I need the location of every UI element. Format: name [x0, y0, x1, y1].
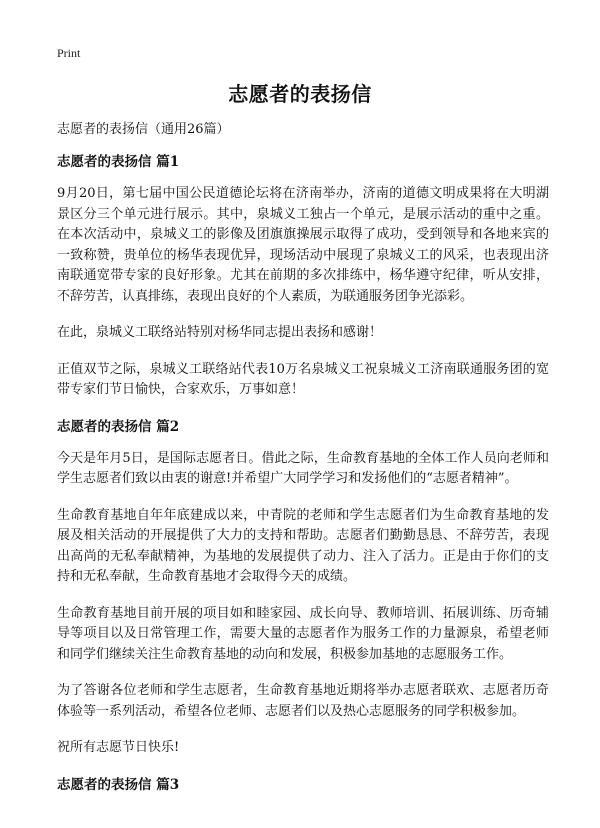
section-2	[57, 417, 549, 759]
section-1	[57, 152, 549, 401]
paragraph: 生命教育基地自年年底建成以来，中青院的老师和学生志愿者们为生命教育基地的发展及相关活动的开展提供了大力的支持和帮助。志愿者们勤勤恳恳、不辞劳苦，表现出高尚的无私奉献精神，为基地的发展提供了动力、注入了活力。正是由于你们的支持和无私奉献，生命教育基地才会取得今天的成绩。	[57, 507, 549, 584]
paragraph: 为了答谢各位老师和学生志愿者，生命教育基地近期将举办志愿者联欢、志愿者历奇体验等一系列活动，希望各位老师、志愿者们以及热心志愿服务的同学积极参加。	[57, 683, 549, 719]
section-heading: 志愿者的表扬信 篇1	[57, 154, 180, 170]
paragraph: 9月20日，第七届中国公民道德论坛将在济南举办，济南的道德文明成果将在大明湖景区分三个单元进行展示。其中，泉城义工独占一个单元，是展示活动的重中之重。在本次活动中，泉城义工的影像及团旗旗操展示取得了成功，受到领导和各地来宾的一致称赞，贵单位的杨华表现优异，现场活动中展现了泉城义工的风采，也表现出济南联通宽带专家的良好形象。尤其在前期的多次排练中，杨华遵守纪律，听从安排，不辞劳苦，认真排练，表现出良好的个人素质，为联通服务团争光添彩。	[57, 186, 549, 304]
paragraph: 今天是年月5日，是国际志愿者日。借此之际，生命教育基地的全体工作人员向老师和学生志愿者们致以由衷的谢意!并希望广大同学学习和发扬他们的“志愿者精神”。	[57, 450, 549, 486]
section-3	[57, 775, 549, 795]
print-link[interactable]: Print	[57, 46, 81, 60]
paragraph: 正值双节之际，泉城义工联络站代表10万名泉城义工祝泉城义工济南联通服务团的宽带专家们节日愉快，合家欢乐，万事如意！	[57, 361, 549, 397]
section-heading: 志愿者的表扬信 篇3	[57, 776, 180, 793]
paragraph: 生命教育基地目前开展的项目如和睦家园、成长向导、教师培训、拓展训练、历奇辅导等项目以及日常管理工作，需要大量的志愿者作为服务工作的力量源泉，希望老师和同学们继续关注生命教育基地的动向和发展，积极参加基地的志愿服务工作。	[57, 605, 549, 662]
document-subtitle: 志愿者的表扬信（通用26篇）	[57, 122, 230, 137]
page-title: 志愿者的表扬信	[228, 82, 372, 106]
document-body	[57, 120, 549, 807]
section-heading: 志愿者的表扬信 篇2	[57, 418, 180, 435]
paragraph: 在此，泉城义工联络站特别对杨华同志提出表扬和感谢！	[57, 325, 383, 340]
paragraph: 祝所有志愿节日快乐!	[57, 740, 180, 755]
